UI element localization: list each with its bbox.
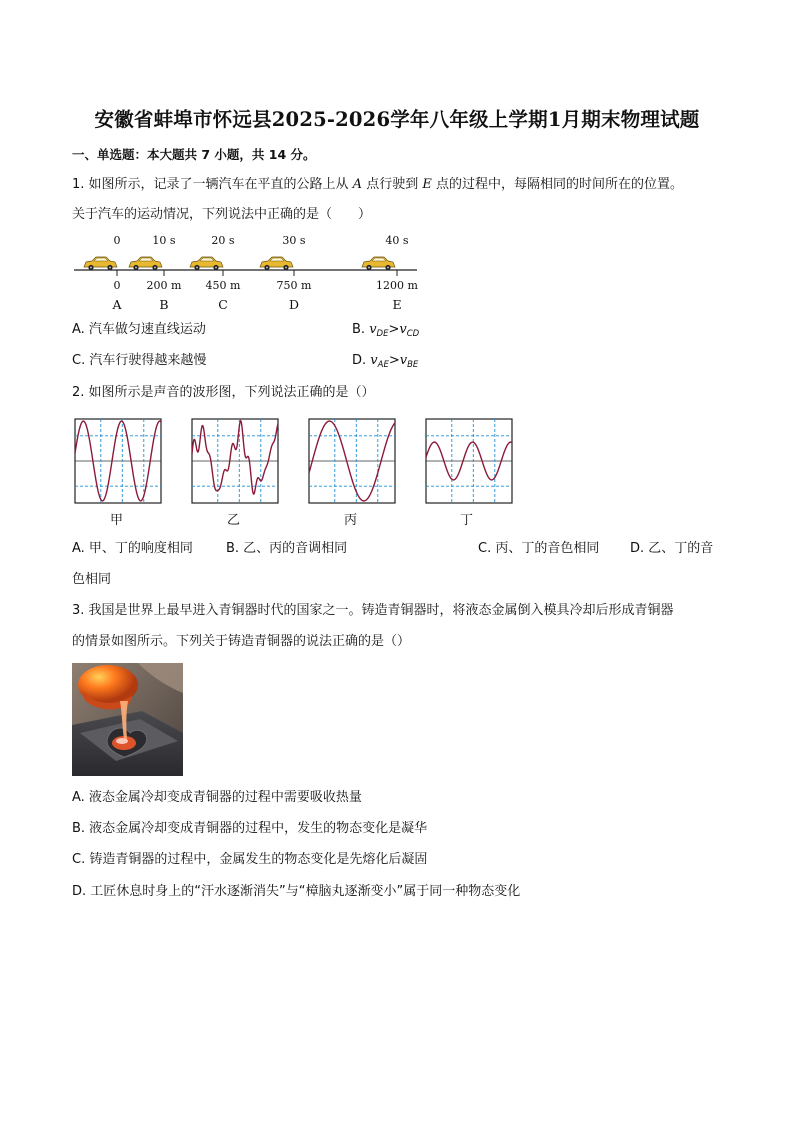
q1-distance-label: 200 m [146,279,182,292]
car-icon [362,257,395,270]
q2-waveform-yi [190,417,280,505]
q1-stem-pre: 1. 如图所示，记录了一辆汽车在平直的公路上从 [72,177,353,192]
q1-option-b [352,321,419,343]
q1-option-d-prefix: D. [352,353,371,368]
q1-stem-mid: 点行驶到 [362,177,423,192]
car-icon [260,257,293,270]
car-icon [129,257,162,270]
q1-distance-label: 450 m [205,279,241,292]
car-icon [84,257,117,270]
q2-label-ding: 丁 [460,513,474,528]
q2-option-b: B. 乙、丙的音调相同 [226,541,348,556]
q1-option-b-sub2: CD [406,329,420,339]
q1-point-label: D [288,297,300,312]
q3-option-a: A. 液态金属冷却变成青铜器的过程中需要吸收热量 [72,790,362,805]
q1-time-label: 10 s [152,234,176,247]
q3-option-c: C. 铸造青铜器的过程中，金属发生的物态变化是先熔化后凝固 [72,852,428,867]
q1-option-b-v2: v [399,322,407,337]
q2-waveform-jia [73,417,163,505]
q2-option-d: D. 乙、丁的音 [630,541,714,556]
q1-distance-label: 1200 m [376,279,418,292]
q1-option-b-prefix: B. [352,322,370,337]
q1-time-label: 20 s [211,234,235,247]
q2-option-a: A. 甲、丁的响度相同 [72,541,193,556]
q1-option-b-sub1: DE [376,329,389,339]
q1-stem-line1 [72,176,683,194]
q2-option-c: C. 丙、丁的音色相同 [478,541,600,556]
q1-option-d-sub1: AE [377,360,389,370]
q1-point-a: A [352,177,363,192]
q1-point-label: C [218,297,228,312]
q1-option-d [352,352,418,374]
q1-stem-post: 点的过程中，每隔相同的时间所在的位置。 [431,177,683,192]
q3-stem-line2: 的情景如图所示。下列关于铸造青铜器的说法正确的是（） [72,634,411,649]
q1-option-d-v2: v [399,353,408,368]
q1-option-d-sub2: BE [407,360,419,370]
q1-point-label: B [159,297,169,312]
q1-option-d-gt: > [388,353,400,368]
section-heading: 一、单选题：本大题共 7 小题，共 14 分。 [72,147,316,162]
q1-option-c: C. 汽车行驶得越来越慢 [72,353,207,368]
q1-option-b-gt: > [388,322,400,337]
q1-distance-label: 750 m [276,279,312,292]
bronze-casting-photo [72,663,183,776]
q2-label-jia: 甲 [110,513,124,528]
page-title: 安徽省蚌埠市怀远县2025-2026学年八年级上学期1月期末物理试题 [94,108,700,131]
q3-stem-line1: 3. 我国是世界上最早进入青铜器时代的国家之一。铸造青铜器时，将液态金属倒入模具冷却后形成青铜器 [72,603,674,618]
q2-option-d-continued: 色相同 [72,572,112,587]
q3-option-b: B. 液态金属冷却变成青铜器的过程中，发生的物态变化是凝华 [72,821,428,836]
q1-option-d-v1: v [370,353,378,368]
q2-label-yi: 乙 [227,513,241,528]
q1-point-label: A [112,297,122,312]
waveform-line [192,421,278,494]
q1-time-label: 40 s [385,234,409,247]
q2-label-bing: 丙 [344,513,358,528]
q1-point-label: E [392,297,402,312]
q1-distance-label: 0 [113,279,121,292]
q1-option-b-v1: v [369,322,377,337]
q1-time-label: 0 [113,234,121,247]
q3-option-d: D. 工匠休息时身上的“汗水逐渐消失”与“樟脑丸逐渐变小”属于同一种物态变化 [72,884,521,899]
q1-option-a: A. 汽车做匀速直线运动 [72,322,206,337]
q2-stem: 2. 如图所示是声音的波形图，下列说法正确的是（） [72,385,375,400]
q2-waveform-bing [307,417,397,505]
q1-time-label: 30 s [282,234,306,247]
q1-car-figure [72,230,432,316]
q1-point-e: E [422,177,432,192]
car-icon [190,257,223,270]
q2-waveform-ding [424,417,514,505]
q1-stem-line2: 关于汽车的运动情况，下列说法中正确的是（ ） [72,207,372,222]
